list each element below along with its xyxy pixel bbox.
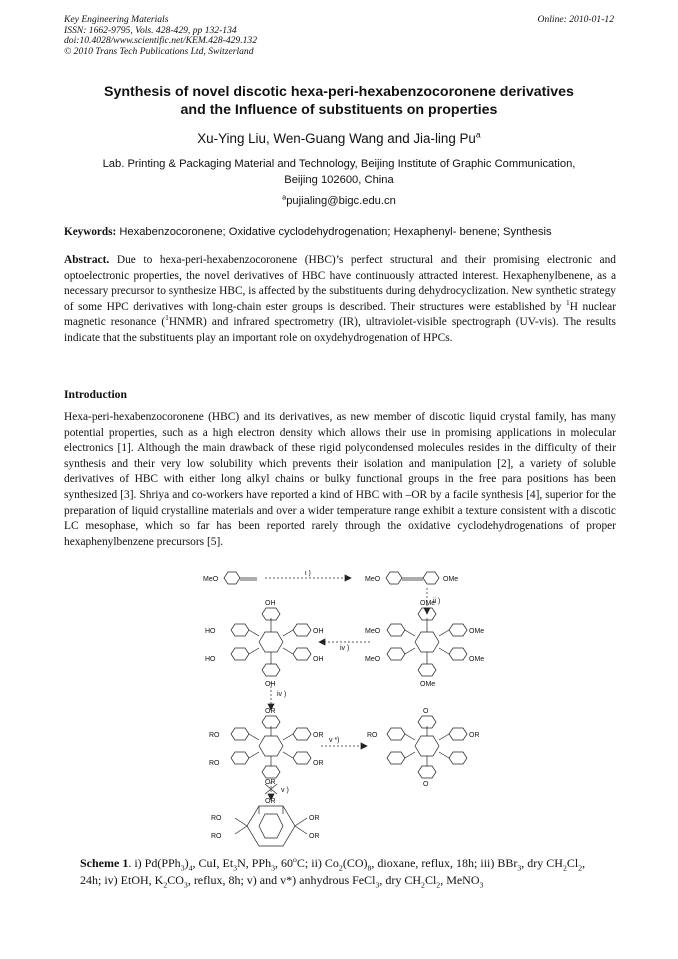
title-line-1: Synthesis of novel discotic hexa-peri-hexabenzocoronene derivatives	[104, 84, 574, 100]
abstract-sup-2: 1	[165, 313, 169, 323]
journal-header	[64, 15, 257, 57]
email-address: pujialing@bigc.edu.cn	[286, 195, 396, 207]
reaction-scheme	[195, 570, 495, 850]
abstract-label: Abstract.	[64, 254, 110, 266]
label-step-v: v )	[281, 787, 289, 794]
label-oh-bottom: OH	[265, 681, 276, 688]
label-ome-3: OMe	[469, 656, 485, 663]
label-step-i: i )	[305, 570, 311, 577]
dimethoxytolane-structure	[386, 572, 439, 584]
label-or-hbc-top: OR	[265, 798, 276, 805]
label-step-ii: ii )	[433, 598, 441, 605]
journal-name: Key Engineering Materials	[64, 14, 169, 25]
email-mark: a	[282, 192, 287, 202]
label-ro-hbc-1: RO	[211, 815, 222, 822]
label-or-1: OR	[313, 732, 324, 739]
label-meo-3: MeO	[365, 628, 381, 635]
label-ho-2: HO	[205, 656, 216, 663]
label-meo-1: MeO	[203, 576, 219, 583]
section-heading-introduction: Introduction	[64, 388, 127, 401]
label-ome-2: OMe	[469, 628, 485, 635]
author-list	[40, 131, 638, 146]
label-ome-top: OMe	[420, 600, 436, 607]
doi-line: doi:10.4028/www.scientific.net/KEM.428-429.132	[64, 35, 258, 47]
keywords	[64, 226, 616, 238]
abstract	[64, 253, 616, 346]
label-ro-2: RO	[209, 760, 220, 767]
hexamethoxy-hpb-structure	[387, 608, 467, 676]
affiliation	[40, 157, 638, 188]
label-or-hbc-2: OR	[309, 833, 320, 840]
label-or-3: OR	[469, 732, 480, 739]
label-step-iv-a: iv )	[340, 645, 350, 652]
title-line-2: and the Influence of substituents on properties	[180, 102, 498, 118]
abstract-part-3: HNMR) and infrared spectrometry (IR), ultraviolet-visible spectrograph (UV-vis). The results indicate that the substituents play an important role on oxydehydrogenation of HPCs.	[64, 316, 616, 344]
author-names: Xu-Ying Liu, Wen-Guang Wang and Jia-ling Pu	[197, 131, 476, 146]
author-mark: a	[475, 129, 481, 140]
label-or-bottom: OR	[265, 779, 276, 786]
label-ho-1: HO	[205, 628, 216, 635]
paper-title	[40, 83, 638, 119]
keywords-text: Hexabenzocoronene; Oxidative cyclodehydrogenation; Hexaphenyl- benene; Synthesis	[119, 226, 552, 238]
label-meo-4: MeO	[365, 656, 381, 663]
issn-line: ISSN: 1662-9795, Vols. 428-429, pp 132-134	[64, 24, 237, 36]
hbc-product-structure	[235, 806, 307, 846]
label-ome-bottom: OMe	[420, 681, 436, 688]
label-o-top: O	[423, 708, 429, 715]
label-or-2: OR	[313, 760, 324, 767]
hexaalkoxy-hpb-structure	[231, 716, 311, 778]
label-ome-1: OMe	[443, 576, 459, 583]
abstract-sup-1: 1	[566, 297, 570, 307]
label-oh-2: OH	[313, 656, 324, 663]
quinone-product-structure	[387, 716, 467, 778]
affiliation-line-1: Lab. Printing & Packaging Material and Technology, Beijing Institute of Graphic Communication,	[102, 158, 576, 170]
label-ro-3: RO	[367, 732, 378, 739]
methoxyphenylacetylene-structure	[224, 572, 257, 584]
label-step-v-star: v *)	[329, 737, 340, 744]
label-ro-1: RO	[209, 732, 220, 739]
hexahydroxy-hpb-structure	[231, 608, 311, 676]
caption-label: Scheme 1	[80, 856, 129, 870]
label-step-iv-b: iv )	[277, 691, 287, 698]
label-o-bottom: O	[423, 781, 429, 788]
online-date: Online: 2010-01-12	[537, 14, 614, 25]
scheme-caption: Scheme 1. i) $Pd(PPh_3)_4$, CuI, $Et_3N$, PPh$_3$, 60$^o$C; ii) $Co_2(CO)_8$, dioxane, reflux, 18h; iii) BBr$_3$, dry $CH_2Cl_2$, 24h; iv) EtOH, $K_2CO_3$, reflux, 8h; v) and v*) anhydrous FeCl$_3$, dry $CH_2Cl_2$, MeNO$_3$	[80, 855, 586, 890]
label-ro-hbc-2: RO	[211, 833, 222, 840]
label-oh-top: OH	[265, 600, 276, 607]
abstract-part-2: H nuclear magnetic resonance (	[64, 300, 616, 328]
keywords-label: Keywords:	[64, 226, 117, 238]
label-oh-1: OH	[313, 628, 324, 635]
label-meo-2: MeO	[365, 576, 381, 583]
label-or-top: OR	[265, 708, 276, 715]
copyright-line: © 2010 Trans Tech Publications Ltd, Switzerland	[64, 45, 254, 57]
abstract-part-1: Due to hexa-peri-hexabenzocoronene (HBC)’s perfect structural and their promising electronic and optoelectronic properties, the novel derivatives of HBC have continuously attracted interest. Hexaphenylbenene, as a necessary precursor to synthesize HBC, is affected by the substituents during dehydrocyclization. New synthetic strategy of some HPC derivatives with long-chain ester groups is described. Their structures were established by	[64, 254, 616, 313]
author-email	[40, 192, 638, 207]
affiliation-line-2: Beijing 102600, China	[284, 173, 394, 186]
label-or-hbc-1: OR	[309, 815, 320, 822]
introduction-text: Hexa-peri-hexabenzocoronene (HBC) and its derivatives, as new member of discotic liquid crystal family, has many potential properties, such as a high electron density which allows their use in promising applications in molecular electronics [1]. Although the main drawback of these rigid polycondensed molecules resides in the difficulty of their synthesis and their very low solubility which prevents their isolation and manipulation [2], a variety of soluble derivatives of HBC with either long alkyl chains or bulky functional groups in the free para positions has been synthesized [3]. Shriya and co-workers have reported a kind of HBC with –OR by a facile synthesis [4], superior for the preparation of liquid crystalline materials and over a wider temperature range exhibit a texture consistent with a discotic LC mesophase, which so far has been reported rarely through the oxidative cyclodehydrogenations of proper hexaphenylbenzene precursors [5].	[64, 411, 616, 548]
